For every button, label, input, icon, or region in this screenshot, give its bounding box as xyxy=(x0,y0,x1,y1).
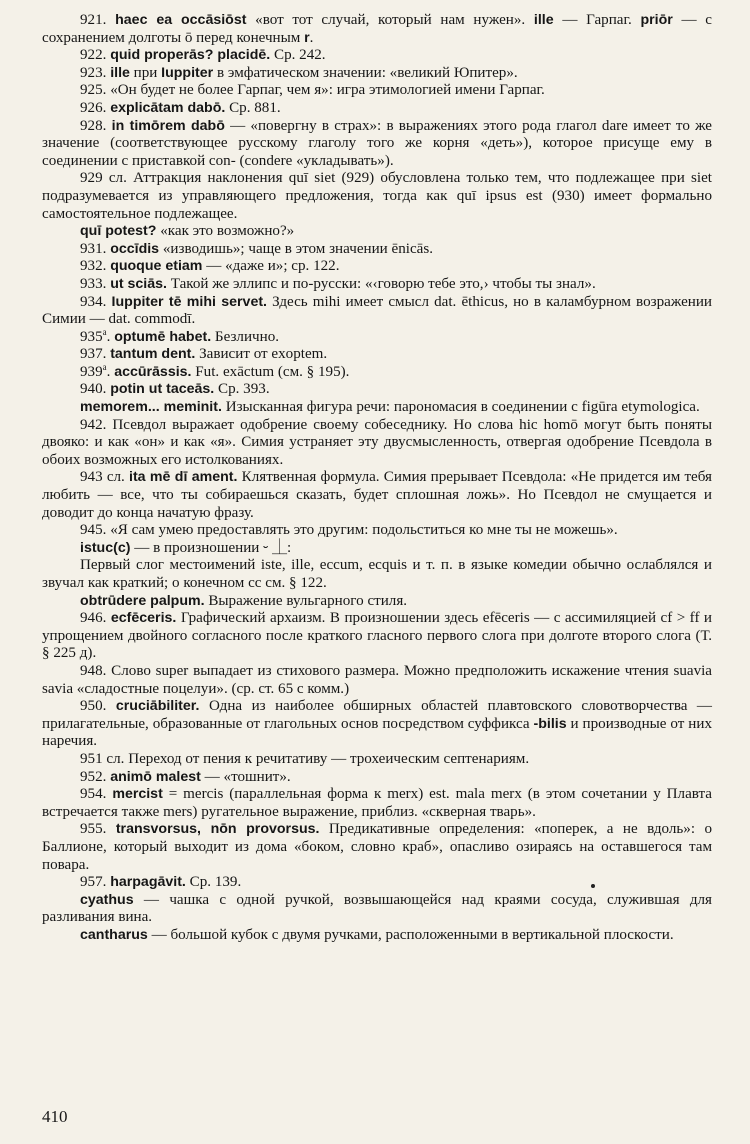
line-number: 928. xyxy=(80,117,112,134)
latin-term: cyathus xyxy=(80,891,134,908)
line-number: 955. xyxy=(80,821,116,838)
commentary-text: «Он будет не более Гарпаг, чем я»: игра этимологией имени Гарпаг. xyxy=(110,82,545,99)
latin-term: quid properās? placidē. xyxy=(110,47,271,64)
line-number: 939 xyxy=(80,363,103,380)
line-number: 921. xyxy=(80,12,116,28)
line-number: 926. xyxy=(80,99,111,116)
latin-term: potin ut taceās. xyxy=(110,381,215,398)
commentary-text: Псевдол выражает одобрение своему собеседнику. Но слова hic homō могут быть поняты двояко: и как «он» и как «я». Симия устраняет эту двусмысленность, отвергая одобрение Псевдола в обоих возможных его истолкованиях. xyxy=(42,416,712,468)
commentary-text: Графический архаизм. В произношении здесь efēceris — с ассимиляцией cf > ff и упрощением двойного согласного после краткого гласного первого слога при долготе второго слога (Т. § 225 д). xyxy=(42,610,713,662)
commentary-text: — «повергну в страх»: в выражениях этого рода глагол dare имеет то же значение (соответствующее русскому глаголу того же корня «деть»), которое присуще ему в соединении с приставкой con- (condere «укладывать»). xyxy=(42,117,713,169)
commentary-text: Такой же эллипс и по-русски: «‹говорю тебе это,› чтобы ты знал». xyxy=(166,275,596,292)
line-number: 925. xyxy=(80,82,111,99)
commentary-text: — большой кубок с двумя ручками, расположенными в вертикальной плоскости. xyxy=(147,926,674,943)
commentary-text: и производные от них наречия. xyxy=(42,715,712,750)
latin-term: harpagāvit. xyxy=(110,874,186,891)
latin-term: transvorsus, nōn provorsus. xyxy=(115,821,320,838)
commentary-text: Клятвенная формула. Симия прерывает Псевдола: «Не придется им тебя любить — все, что ты собираешься сказать, будет сплошная ложь». Но Псевдол не смущается и доводит до конца начатую фразу. xyxy=(42,469,712,521)
commentary-entry xyxy=(42,593,712,611)
line-number: 922. xyxy=(80,47,111,64)
commentary-text: Ср. 881. xyxy=(225,99,281,116)
line-number: 946. xyxy=(80,610,111,627)
commentary-text xyxy=(42,12,712,944)
latin-term: ita mē dī ament. xyxy=(129,469,238,486)
latin-term: r xyxy=(304,29,310,46)
latin-term: animō malest xyxy=(110,768,201,785)
commentary-text: Ср. 393. xyxy=(214,381,270,398)
commentary-entry xyxy=(42,381,712,399)
commentary-text: Аттракция наклонения quī siet (929) обусловлена только тем, что подлежащее при siet подразумевается из управляющего предложения, тогда как quī ipsus est (930) имеет формально самостоятельное подлежащее. xyxy=(42,170,712,222)
commentary-entry xyxy=(42,821,712,874)
commentary-text: Предикативные определения: «поперек, а не вдоль»: о Баллионе, который выходит из дома «боком, словно краб», опасливо озираясь на оставшегося там повара. xyxy=(42,821,712,873)
commentary-text: . xyxy=(309,29,314,46)
commentary-text: при xyxy=(129,64,162,81)
line-number: 932. xyxy=(80,258,111,275)
commentary-text: «как это возможно?» xyxy=(156,223,295,240)
commentary-entry xyxy=(42,223,712,241)
commentary-text: Переход от пения к речитативу — трохеическим септенариям. xyxy=(128,750,530,767)
commentary-entry xyxy=(42,698,712,751)
commentary-entry xyxy=(42,786,712,821)
commentary-entry xyxy=(42,417,712,470)
line-number: 933. xyxy=(80,275,111,292)
commentary-text: Слово super выпадает из стихового размера. Можно предположить искажение чтения suavia savia «сладостные поцелуи». (ср. ст. 65 с комм.) xyxy=(42,662,713,697)
line-number: 934. xyxy=(80,293,112,310)
commentary-text: Одна из наиболее обширных областей плавтовского словотворчества — прилагательные, образованные от глагольных основ посредством суффикса xyxy=(42,698,713,732)
latin-term: haec ea occāsiōst xyxy=(115,12,247,28)
commentary-entry xyxy=(42,610,712,663)
commentary-entry xyxy=(42,751,712,769)
commentary-entry xyxy=(42,361,712,382)
commentary-entry xyxy=(42,276,712,294)
latin-term: ille xyxy=(110,64,130,81)
commentary-text: = mercis (параллельная форма к merx) est. mala merx (в этом сочетании у Плавта встречается также mers) ругательное выражение, приблиз. «скверная тварь». xyxy=(42,786,713,820)
page-number: 410 xyxy=(42,1107,68,1126)
commentary-entry xyxy=(42,892,712,927)
commentary-text: Изысканная фигура речи: парономасия в соединении с figūra etymologica. xyxy=(221,399,700,416)
commentary-text: Ср. 139. xyxy=(185,874,242,891)
line-number: 957. xyxy=(80,874,111,891)
commentary-entry xyxy=(42,663,712,698)
commentary-entry xyxy=(42,874,712,892)
commentary-text: Зависит от exoptem. xyxy=(195,346,328,363)
line-number: 937. xyxy=(80,346,111,363)
commentary-text: — Гарпаг. xyxy=(553,12,641,28)
line-number: 931. xyxy=(80,240,111,257)
commentary-text: — «даже и»; ср. 122. xyxy=(202,258,340,275)
line-number: 942. xyxy=(80,416,113,433)
commentary-text: Fut. exāctum (см. § 195). xyxy=(191,363,350,380)
latin-term: explicātam dabō. xyxy=(110,99,226,116)
commentary-entry xyxy=(42,82,712,100)
line-number: 943 сл. xyxy=(80,469,130,486)
latin-term: Iuppiter tē mihi servet. xyxy=(111,293,267,310)
commentary-entry xyxy=(42,241,712,259)
line-number: 952. xyxy=(80,768,111,785)
commentary-text: «вот тот случай, который нам нужен». xyxy=(246,12,534,28)
commentary-text: Выражение вульгарного стиля. xyxy=(204,592,408,609)
commentary-text: Первый слог местоимений iste, ille, eccum, ecquis и т. п. в языке комедии обычно ослаблялся и звучал как краткий; о конечном cc см. § 122. xyxy=(42,557,712,591)
commentary-text: — «тошнит». xyxy=(200,768,291,785)
latin-term: quī potest? xyxy=(80,223,157,240)
line-number-punct: . xyxy=(106,363,115,380)
line-number: 948. xyxy=(80,662,112,679)
commentary-entry xyxy=(42,65,712,83)
latin-term: Iuppiter xyxy=(161,64,214,81)
line-number: 935 xyxy=(80,328,103,345)
commentary-text: в эмфатическом значении: «великий Юпитер». xyxy=(213,64,518,81)
latin-term: cantharus xyxy=(80,926,148,943)
commentary-entry xyxy=(42,100,712,118)
latin-term: obtrūdere palpum. xyxy=(80,592,205,609)
commentary-entry xyxy=(42,118,712,171)
latin-term: in timōrem dabō xyxy=(111,117,225,134)
commentary-entry xyxy=(42,769,712,787)
commentary-entry xyxy=(42,326,712,347)
line-number: 929 сл. xyxy=(80,170,134,187)
latin-term: priōr xyxy=(640,12,673,28)
line-number: 940. xyxy=(80,381,111,398)
commentary-text: Ср. 242. xyxy=(270,47,326,64)
commentary-text: «Я сам умею предоставлять это другим: подольститься ко мне ты не можешь». xyxy=(110,522,618,539)
latin-term: ille xyxy=(533,12,554,28)
commentary-entry xyxy=(42,540,712,558)
commentary-text: — в произношении ⏑ ⏊: xyxy=(130,539,292,556)
commentary-entry xyxy=(42,294,712,329)
commentary-text: Безлично. xyxy=(211,328,280,345)
latin-term: istuc(c) xyxy=(80,539,131,556)
latin-term: -bilis xyxy=(533,715,567,732)
ink-speck xyxy=(591,884,595,888)
line-number: 923. xyxy=(80,64,111,81)
commentary-text: Здесь mihi имеет смысл dat. ēthicus, но в каламбурном возражении Симии — dat. commodī. xyxy=(42,293,712,328)
latin-term: memorem... meminit. xyxy=(80,399,222,416)
line-number-suffix: а xyxy=(102,361,107,372)
commentary-entry xyxy=(42,522,712,540)
line-number-suffix: а xyxy=(102,326,107,337)
commentary-entry xyxy=(42,12,712,47)
commentary-entry xyxy=(42,399,712,417)
commentary-entry xyxy=(42,170,712,223)
latin-term: occīdis xyxy=(110,240,160,257)
commentary-text: — с сохранением долготы ō перед конечным xyxy=(42,12,713,46)
latin-term: cruciābiliter. xyxy=(115,698,200,715)
line-number: 945. xyxy=(80,522,111,539)
line-number: 951 сл. xyxy=(80,750,129,767)
line-number: 950. xyxy=(80,698,116,715)
line-number: 954. xyxy=(80,786,113,803)
latin-term: accūrāssis. xyxy=(114,363,192,380)
latin-term: quoque etiam xyxy=(110,258,203,275)
latin-term: mercist xyxy=(112,786,163,803)
commentary-text: — чашка с одной ручкой, возвышающейся над краями сосуда, служившая для разливания вина. xyxy=(42,891,712,926)
commentary-entry xyxy=(42,346,712,364)
line-number-punct: . xyxy=(106,328,115,345)
commentary-entry xyxy=(42,557,712,592)
commentary-entry xyxy=(42,258,712,276)
commentary-entry xyxy=(42,47,712,65)
latin-term: ecfēceris. xyxy=(110,610,177,627)
commentary-entry xyxy=(42,469,712,522)
latin-term: tantum dent. xyxy=(110,346,196,363)
commentary-entry xyxy=(42,927,712,945)
commentary-text: «изводишь»; чаще в этом значении ēnicās. xyxy=(159,240,434,257)
latin-term: ut sciās. xyxy=(110,275,167,292)
latin-term: optumē habet. xyxy=(114,328,212,345)
